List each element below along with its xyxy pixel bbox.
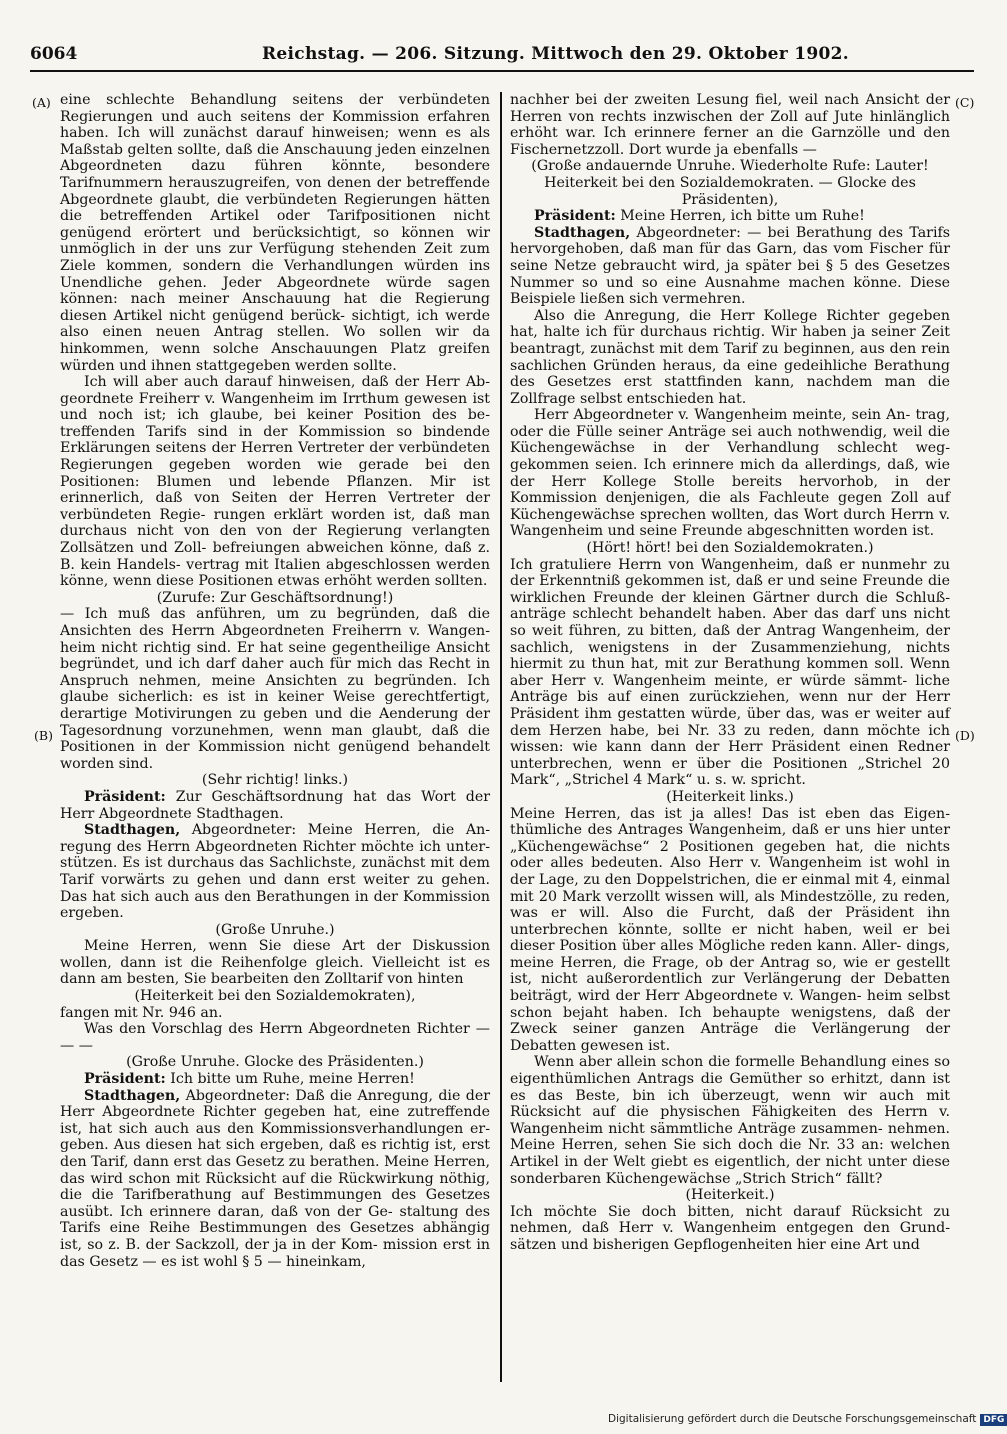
speech-text: Zur Geschäftsordnung hat das Wort der Herr Abgeordnete Stadthagen. xyxy=(60,788,490,822)
digitization-footer xyxy=(608,1413,1005,1426)
paragraph: nachher bei der zweiten Lesung fiel, weil nach Ansicht der Herren von rechts inzwischen der Zoll auf Jute hinlänglich erhöht war. Ich erinnere ferner an die Garnzölle und den Fischernetzzoll. Dort wurde ja ebenfalls — xyxy=(510,92,950,158)
paragraph: fangen mit Nr. 946 an. xyxy=(60,1004,223,1021)
paragraph: Also die Anregung, die Herr Kollege Richter gegeben hat, halte ich für durchaus richtig. Wir haben ja seiner Zeit beantragt, zunächst mit dem Tarif zu beginnen, aus den rein sachlichen Gründen heraus, da eine gedeihliche Berathung des Gesetzes erst stattfinden kann, nachdem man die Zollfrage selbst entschieden hat. xyxy=(510,307,950,407)
dfg-logo: DFG xyxy=(980,1414,1007,1426)
speech-paragraph xyxy=(60,1071,490,1088)
margin-mark-d: (D) xyxy=(955,728,975,743)
speech-paragraph xyxy=(60,822,490,922)
paragraph: Ich gratuliere Herrn von Wangenheim, daß er nunmehr zu der Erkenntniß gekommen ist, daß er und seine Freunde die wirklichen Freunde der kleinen Gärtner durch die Schluß- anträge schlecht behandelt haben. Aber das darf uns nicht so weit führen, zu bitten, daß der Antrag Wangenheim, der sachlich, wenigstens in der Zusammenziehung, nichts hiermit zu thun hat, mit zur Berathung kommen soll. Wenn aber Herr v. Wangenheim meinte, er würde sämmt- liche Anträge bis auf einen zurückziehen, wenn nur der Herr Präsident ihm gestatten würde, über das, was er weiter auf dem Herzen habe, bei Nr. 33 zu reden, dann möchte ich wissen: wie kann dann der Herr Präsident einen Redner unterbrechen, wenn er über die Positionen „Strichel 20 Mark“, „Strichel 4 Mark“ u. s. w. spricht. xyxy=(510,556,950,789)
interjection: (Hört! hört! bei den Sozialdemokraten.) xyxy=(586,540,874,557)
footer-text: Digitalisierung gefördert durch die Deutsche Forschungsgemeinschaft xyxy=(608,1413,977,1425)
margin-mark-a: (A) xyxy=(32,95,51,110)
paragraph: Ich will aber auch darauf hinweisen, daß der Herr Ab- geordnete Freiherr v. Wangenheim im Irrthum gewesen ist und noch ist; ich glaube, bei keiner Position des be- treffenden Tarifs sind in der Kommission so bindende Erklärungen seitens der Herren Vertreter der verbündeten Regierungen gegeben worden wie gerade bei den Positionen: Blumen und lebende Pflanzen. Mir ist erinnerlich, daß von Seiten der Herren Vertreter der verbündeten Regie- rungen erklärt worden ist, daß man durchaus nicht von den von der Regierung verlangten Zollsätzen und Zoll- befreiungen abweichen könne, daß z. B. kein Handels- vertrag mit Italien abgeschlossen werden könne, wenn diese Positionen etwas erhöht werden sollten. xyxy=(60,374,490,590)
speech-paragraph xyxy=(60,1088,490,1271)
interjection: (Heiterkeit.) xyxy=(685,1187,775,1204)
speaker-name: Stadthagen, xyxy=(84,1087,181,1104)
page-number: 6064 xyxy=(30,44,78,64)
speech-paragraph xyxy=(510,208,950,225)
speaker-name: Stadthagen, xyxy=(534,224,631,241)
paragraph: Wenn aber allein schon die formelle Behandlung eines so eigenthümlichen Antrags die Gemüther so erhitzt, dann ist es das Beste, bin ich überzeugt, wenn wir auch mit Rücksicht auf die physischen Fähigkeiten des Herrn v. Wangenheim nicht sämmtliche Anträge zusammen- nehmen. Meine Herren, sehen Sie sich doch die Nr. 33 an: welchen Artikel in der Welt giebt es eigentlich, der nicht unter diese sonderbaren Küchengewächse „Strich Strich“ fällt? xyxy=(510,1054,950,1187)
paragraph: Meine Herren, das ist ja alles! Das ist eben das Eigen- thümliche des Antrages Wangenheim, daß er uns hier unter „Küchengewächse“ 2 Positionen gegeben hat, die nichts oder alles bedeuten. Also Herr v. Wangenheim ist wohl in der Lage, zu den Doppelstrichen, die er einmal mit 4, einmal mit 20 Mark verzollt wissen will, als Mindestzölle, zu reden, was er will. Also die Furcht, daß der Präsident ihn unterbrechen könnte, sollte er nicht haben, weil er bei dieser Position über alles Mögliche reden kann. Aller- dings, meine Herren, die Frage, ob der Antrag so, wie er gestellt ist, nicht außerordentlich zur Verlängerung der Debatten beiträgt, wird der Herr Abgeordnete v. Wangen- heim selbst schon bejaht haben. Ich behaupte wenigstens, daß der Zweck seiner ganzen Anträge die Verlängerung der Debatten gewesen ist. xyxy=(510,805,950,1054)
interjection: (Heiterkeit links.) xyxy=(666,788,794,805)
speech-text: Abgeordneter: — bei Berathung des Tarifs hervorgehoben, daß man für das Garn, das vom Fischer für seine Netze gebraucht wird, ja später bei § 5 des Gesetzes Nummer so und so eine Ausnahme machen könne. Diese Beispiele ließen sich vermehren. xyxy=(510,224,951,308)
interjection: (Große Unruhe. Glocke des Präsidenten.) xyxy=(126,1054,424,1071)
speaker-name: Präsident: xyxy=(84,788,166,805)
interjection: (Sehr richtig! links.) xyxy=(201,772,349,789)
speaker-name: Präsident: xyxy=(84,1071,166,1088)
speech-paragraph xyxy=(60,789,490,822)
speech-text: Abgeordneter: Daß die Anregung, die der Herr Abgeordnete Richter gegeben hat, eine zutreffende ist, hat sich auch aus den Kommissionsverhandlungen er- geben. Aus diesen hat sich ergeben, daß es richtig ist, erst den Tarif, dann erst das Gesetz zu berathen. Meine Herren, das wird schon mit Rücksicht auf die Rückwirkung nöthig, die die Tarifberathung auf Bestimmungen des Gesetzes ausübt. Ich erinnere daran, daß von der Ge- staltung des Tarifs eine Reihe Bestimmungen des Gesetzes abhängig ist, so z. B. der Sackzoll, der ja in der Kom- mission erst in das Gesetz — es ist wohl § 5 — hineinkam, xyxy=(60,1087,490,1270)
interjection: (Große Unruhe.) xyxy=(215,921,335,938)
interjection: (Heiterkeit bei den Sozialdemokraten), xyxy=(134,988,416,1005)
paragraph: eine schlechte Behandlung seitens der verbündeten Regierungen und auch seitens der Kommission erfahren haben. Ich will zunächst darauf hinweisen; wenn es als Maßstab gelten sollte, daß die Anschauung jeden einzelnen Abgeordneten dazu führen könnte, besondere Tarifnummern herauszugreifen, von denen der betreffende Abgeordnete glaubt, die verbündeten Regierungen hätten die betreffenden Artikel oder Tarifpositionen nicht genügend erörtert und berücksichtigt, so können wir unmöglich in der uns zur Verfügung stehenden Zeit zum Ziele kommen, sondern die Verhandlungen würden ins Unendliche gehen. Jeder Abgeordnete würde sagen können: nach meiner Anschauung hat die Regierung diesen Artikel nicht genügend berück- sichtigt, ich werde also einen neuen Antrag stellen. Wo sollen wir da hinkommen, wenn solche Anschauungen Platz greifen würden und ihnen stattgegeben werden sollte. xyxy=(60,92,490,374)
speech-text: Meine Herren, ich bitte um Ruhe! xyxy=(620,208,865,225)
speaker-name: Stadthagen, xyxy=(84,822,181,839)
interjection: (Zurufe: Zur Geschäftsordnung!) xyxy=(156,589,394,606)
interjection: (Große andauernde Unruhe. Wiederholte Rufe: Lauter! Heiterkeit bei den Sozialdemokraten. — Glocke des Präsidenten), xyxy=(531,158,929,208)
speech-text: Abgeordneter: Meine Herren, die An- regung des Herrn Abgeordneten Richter möchte ich unter- stützen. Es ist durchaus das Sachlichste, zunächst mit dem Tarif vorwärts zu gehen und dann erst weiter zu gehen. Das hat sich auch aus den Berathungen in der Kommission ergeben. xyxy=(60,822,490,922)
paragraph: — Ich muß das anführen, um zu begründen, daß die Ansichten des Herrn Abgeordneten Freiherrn v. Wangen- heim nicht richtig sind. Er hat seine gegentheilige Ansicht begründet, und ich darf daher auch für mich das Recht in Anspruch nehmen, meine Ansichten zu begründen. Ich glaube sicherlich: es ist in keiner Weise gerechtfertigt, derartige Motivirungen zu geben und die Aenderung der Tagesordnung vorzunehmen, wenn man glaubt, daß die Positionen in der Kommission nicht genügend behandelt worden sind. xyxy=(60,606,490,772)
column-divider xyxy=(500,92,502,1382)
left-column xyxy=(60,92,490,1386)
speech-paragraph xyxy=(510,225,950,308)
margin-mark-b: (B) xyxy=(34,728,53,743)
margin-mark-c: (C) xyxy=(955,95,975,110)
page-header xyxy=(30,44,974,72)
paragraph: Meine Herren, wenn Sie diese Art der Diskussion wollen, dann ist die Reihenfolge gleich. Vielleicht ist es dann am besten, Sie bearbeiten den Zolltarif von hinten xyxy=(60,938,490,988)
speaker-name: Präsident: xyxy=(534,208,616,225)
paragraph: Ich möchte Sie doch bitten, nicht darauf Rücksicht zu nehmen, daß Herr v. Wangenheim entgegen den Grund- sätzen und bisherigen Gepflogenheiten hier eine Art und xyxy=(510,1203,950,1253)
running-title: Reichstag. — 206. Sitzung. Mittwoch den 29. Oktober 1902. xyxy=(262,44,849,64)
paragraph: Herr Abgeordneter v. Wangenheim meinte, sein An- trag, oder die Fülle seiner Anträge sei auch nothwendig, weil die Küchengewächse in der Verhandlung schlecht weg- gekommen seien. Ich erinnere mich da allerdings, daß, wie der Herr Kollege Stolle bereits hervorhob, in der Kommission denjenigen, die als Fachleute gegen Zoll auf Küchengewächse sprechen wollten, das Wort durch Herrn v. Wangenheim und seine Freunde abgeschnitten worden ist. xyxy=(510,407,950,540)
right-column xyxy=(510,92,950,1386)
speech-text: Ich bitte um Ruhe, meine Herren! xyxy=(170,1071,415,1088)
paragraph: Was den Vorschlag des Herrn Abgeordneten Richter — — — xyxy=(60,1021,490,1054)
